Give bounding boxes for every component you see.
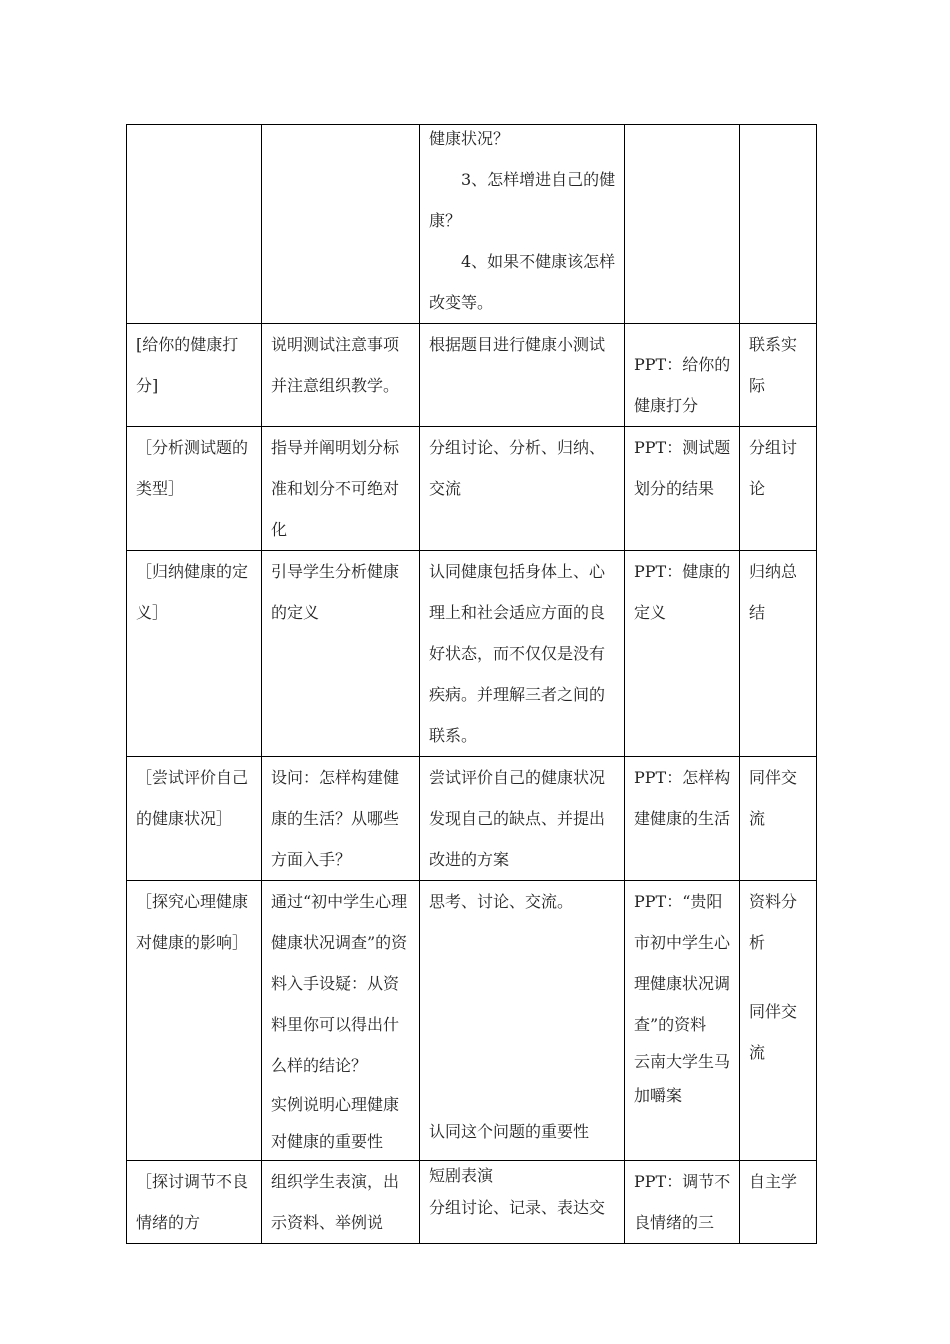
table-cell: 引导学生分析健康的定义 (262, 551, 420, 757)
table-cell: PPT：调节不良情绪的三 (625, 1161, 740, 1244)
table-row (127, 324, 817, 427)
table-cell: PPT：给你的健康打分 (625, 324, 740, 427)
table-cell (127, 125, 262, 324)
table-cell: 归纳总结 (740, 551, 817, 757)
cell-text: 通过“初中学生心理健康状况调查”的资料入手设疑：从资料里你可以得出什么样的结论？ (271, 892, 408, 1075)
cell-text: 分组讨论、记录、表达交 (429, 1198, 606, 1217)
cell-text: 认同这个问题的重要性 (429, 1122, 590, 1141)
table-cell (420, 125, 625, 324)
table-row (127, 427, 817, 551)
table-row (127, 551, 817, 757)
table-cell (740, 881, 817, 1161)
table-cell: 联系实际 (740, 324, 817, 427)
table-cell (625, 125, 740, 324)
cell-text: 3、怎样增进自己的健康？ (429, 170, 616, 230)
table-cell: ［尝试评价自己的健康状况］ (127, 757, 262, 881)
cell-text: PPT：“贵阳市初中学生心理健康状况调查”的资料 (634, 892, 731, 1034)
table-cell (420, 881, 625, 1161)
table-cell (625, 881, 740, 1161)
table-cell: 组织学生表演，出示资料、举例说 (262, 1161, 420, 1244)
table-cell: PPT：怎样构建健康的生活 (625, 757, 740, 881)
table-cell: PPT：健康的定义 (625, 551, 740, 757)
cell-text: 思考、讨论、交流。 (429, 892, 574, 911)
table-cell (262, 125, 420, 324)
table-cell: 自主学 (740, 1161, 817, 1244)
table-cell: 说明测试注意事项并注意组织教学。 (262, 324, 420, 427)
table-cell: PPT：测试题划分的结果 (625, 427, 740, 551)
cell-text: 同伴交流 (749, 1002, 798, 1062)
table-cell: ［探讨调节不良情绪的方 (127, 1161, 262, 1244)
table-row (127, 125, 817, 324)
table-cell: 指导并阐明划分标准和划分不可绝对化 (262, 427, 420, 551)
table-cell: [给你的健康打分] (127, 324, 262, 427)
table-cell: 分组讨论、分析、归纳、交流 (420, 427, 625, 551)
table-cell: ［归纳健康的定义］ (127, 551, 262, 757)
cell-text: 健康状况？ (429, 129, 510, 148)
table-cell: 同伴交流 (740, 757, 817, 881)
table-cell (740, 125, 817, 324)
table-cell (420, 1161, 625, 1244)
table-cell (262, 881, 420, 1161)
cell-text: 资料分析 (749, 892, 798, 952)
table-row (127, 881, 817, 1161)
table-cell: 设问：怎样构建健康的生活？从哪些方面入手？ (262, 757, 420, 881)
table-row (127, 757, 817, 881)
table-cell: 分组讨论 (740, 427, 817, 551)
table-cell: ［探究心理健康对健康的影响］ (127, 881, 262, 1161)
table-cell: 认同健康包括身体上、心理上和社会适应方面的良好状态，而不仅仅是没有疾病。并理解三者之间的联系。 (420, 551, 625, 757)
cell-text: 云南大学生马加嚼案 (634, 1052, 731, 1105)
cell-text: 实例说明心理健康对健康的重要性 (271, 1095, 400, 1151)
table-cell: ［分析测试题的类型］ (127, 427, 262, 551)
table-cell: 尝试评价自己的健康状况发现自己的缺点、并提出改进的方案 (420, 757, 625, 881)
cell-text: 4、如果不健康该怎样改变等。 (429, 252, 616, 312)
lesson-plan-table (126, 124, 817, 1244)
table-row (127, 1161, 817, 1244)
table-cell: 根据题目进行健康小测试 (420, 324, 625, 427)
cell-text: 短剧表演 (429, 1166, 494, 1185)
cell-spacer (749, 963, 810, 991)
